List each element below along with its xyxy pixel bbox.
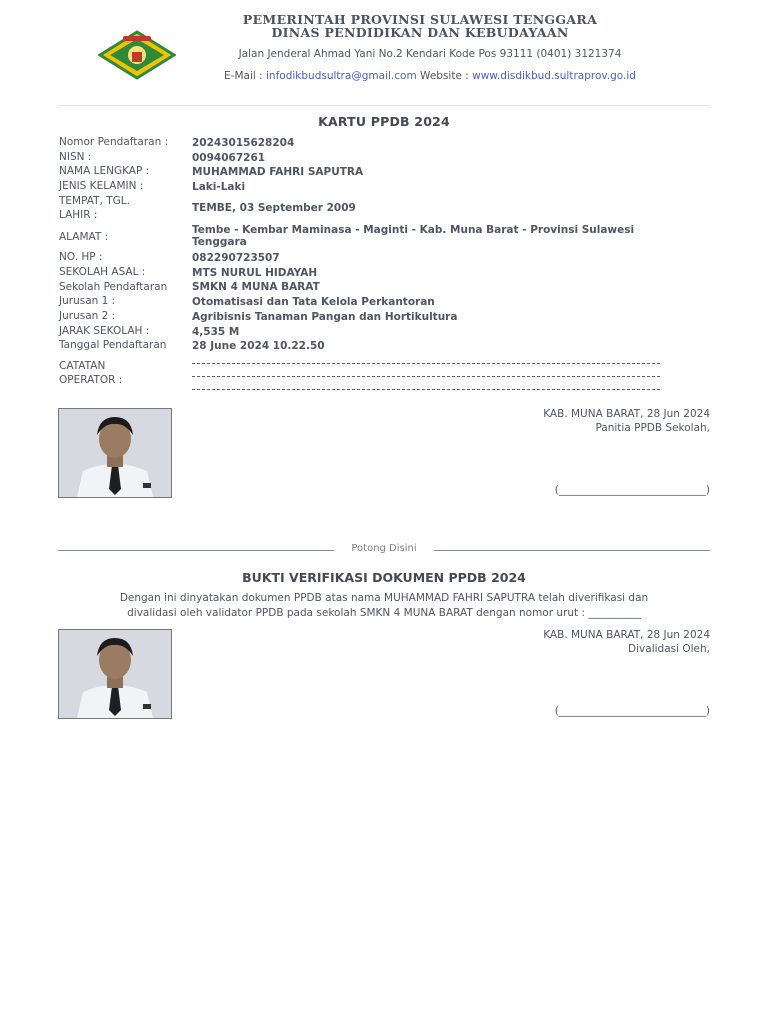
card-title: KARTU PPDB 2024 bbox=[318, 114, 450, 129]
header-address: Jalan Jenderal Ahmad Yani No.2 Kendari Kode Pos 93111 (0401) 3121374 bbox=[238, 48, 622, 60]
header-divider bbox=[58, 105, 710, 106]
header-government: PEMERINTAH PROVINSI SULAWESI TENGGARA bbox=[242, 12, 598, 27]
student-portrait-icon bbox=[59, 409, 171, 497]
student-photo bbox=[58, 629, 172, 719]
ttl-label-line1: TEMPAT, TGL. bbox=[59, 195, 130, 207]
jenis-kelamin-value: Laki-Laki bbox=[192, 181, 246, 193]
jurusan2-value: Agribisnis Tanaman Pangan dan Hortikultura bbox=[192, 311, 458, 323]
jenis-kelamin-label: JENIS KELAMIN : bbox=[59, 180, 144, 192]
catatan-label-line2: OPERATOR : bbox=[59, 374, 123, 386]
verification-place-date: KAB. MUNA BARAT, 28 Jun 2024 bbox=[543, 629, 710, 641]
sekolah-pendaftaran-value: SMKN 4 MUNA BARAT bbox=[192, 281, 320, 293]
jarak-value: 4,535 M bbox=[192, 326, 240, 338]
jarak-label: JARAK SEKOLAH : bbox=[59, 325, 150, 337]
cut-label: Potong Disini bbox=[351, 543, 417, 554]
verification-signer: Divalidasi Oleh, bbox=[628, 643, 710, 655]
ttl-value: TEMBE, 03 September 2009 bbox=[192, 202, 356, 214]
email-label: E-Mail : bbox=[224, 70, 263, 82]
catatan-line bbox=[192, 376, 660, 382]
province-logo bbox=[98, 30, 176, 80]
tanggal-label: Tanggal Pendaftaran bbox=[59, 339, 167, 351]
nisn-value: 0094067261 bbox=[192, 152, 266, 164]
website-label: Website : bbox=[420, 70, 469, 82]
header-department: DINAS PENDIDIKAN DAN KEBUDAYAAN bbox=[271, 25, 569, 40]
nomor-value: 20243015628204 bbox=[192, 137, 295, 149]
verification-text-line2: divalidasi oleh validator PPDB pada sekolah SMKN 4 MUNA BARAT dengan nomor urut : __________ bbox=[127, 607, 641, 619]
verification-signature-line: (____________________________) bbox=[554, 705, 710, 717]
nama-value: MUHAMMAD FAHRI SAPUTRA bbox=[192, 166, 364, 178]
header-contact bbox=[200, 70, 660, 82]
catatan-line bbox=[192, 363, 660, 369]
province-emblem-icon bbox=[98, 30, 176, 80]
hp-value: 082290723507 bbox=[192, 252, 280, 264]
verification-text-line1: Dengan ini dinyatakan dokumen PPDB atas nama MUHAMMAD FAHRI SAPUTRA telah diverifikasi dan bbox=[119, 592, 649, 604]
email-link[interactable]: infodikbudsultra@gmail.com bbox=[266, 70, 417, 82]
card-place-date: KAB. MUNA BARAT, 28 Jun 2024 bbox=[543, 408, 710, 420]
cut-line-left bbox=[58, 550, 334, 551]
card-signer: Panitia PPDB Sekolah, bbox=[595, 422, 710, 434]
nisn-label: NISN : bbox=[59, 151, 92, 163]
student-photo bbox=[58, 408, 172, 498]
nomor-label: Nomor Pendaftaran : bbox=[59, 136, 169, 148]
alamat-label: ALAMAT : bbox=[59, 231, 109, 243]
student-portrait-icon bbox=[59, 630, 171, 718]
catatan-label-line1: CATATAN bbox=[59, 360, 106, 372]
verification-text bbox=[60, 591, 708, 621]
alamat-value-line1: Tembe - Kembar Maminasa - Maginti - Kab. Muna Barat - Provinsi Sulawesi bbox=[192, 224, 635, 236]
verification-title: BUKTI VERIFIKASI DOKUMEN PPDB 2024 bbox=[242, 570, 526, 585]
hp-label: NO. HP : bbox=[59, 251, 103, 263]
jurusan1-label: Jurusan 1 : bbox=[59, 295, 116, 307]
sekolah-asal-label: SEKOLAH ASAL : bbox=[59, 266, 146, 278]
jurusan1-value: Otomatisasi dan Tata Kelola Perkantoran bbox=[192, 296, 435, 308]
sekolah-pendaftaran-label: Sekolah Pendaftaran bbox=[59, 281, 168, 293]
catatan-line bbox=[192, 389, 660, 395]
alamat-value-line2: Tenggara bbox=[192, 236, 247, 248]
tanggal-value: 28 June 2024 10.22.50 bbox=[192, 340, 325, 352]
website-link[interactable]: www.disdikbud.sultraprov.go.id bbox=[472, 70, 636, 82]
cut-line-right bbox=[434, 550, 710, 551]
sekolah-asal-value: MTS NURUL HIDAYAH bbox=[192, 267, 318, 279]
jurusan2-label: Jurusan 2 : bbox=[59, 310, 116, 322]
nama-label: NAMA LENGKAP : bbox=[59, 165, 150, 177]
ttl-label-line2: LAHIR : bbox=[59, 209, 98, 221]
card-signature-line: (____________________________) bbox=[554, 484, 710, 496]
